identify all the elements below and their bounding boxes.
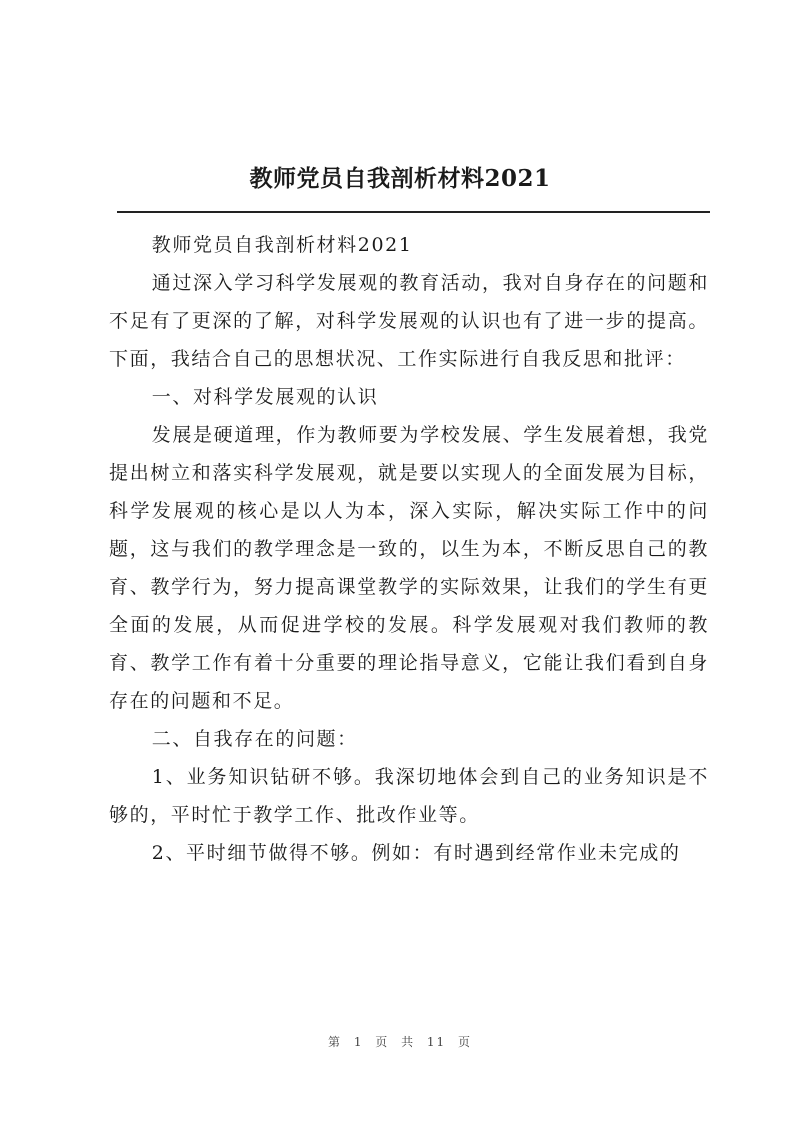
section-heading-2: 二、自我存在的问题： [151,728,358,750]
page-number-footer: 第 1 页 共 11 页 [328,1035,472,1049]
paragraph-item-1: 1、业务知识钻研不够。我深切地体会到自己的业务知识是不够的，平时忙于教学工作、批改作业等。 [109,766,709,826]
paragraph-section-1: 发展是硬道理，作为教师要为学校发展、学生发展着想，我党提出树立和落实科学发展观，就是要以实现人的全面发展为目标，科学发展观的核心是以人为本，深入实际，解决实际工作中的问题，这与我们的教学理念是一致的，以生为本，不断反思自己的教育、教学行为，努力提高课堂教学的实际效果，让我们的学生有更全面的发展，从而促进学校的发展。科学发展观对我们教师的教育、教学工作有着十分重要的理论指导意义，它能让我们看到自身存在的问题和不足。 [109,424,709,712]
section-heading-1: 一、对科学发展观的认识 [151,386,379,408]
document-body [109,226,709,872]
paragraph-intro: 通过深入学习科学发展观的教育活动，我对自身存在的问题和不足有了更深的了解，对科学发展观的认识也有了进一步的提高。下面，我结合自己的思想状况、工作实际进行自我反思和批评： [109,272,709,370]
title-divider [117,211,710,213]
document-title: 教师党员自我剖析材料2021 [249,165,551,192]
paragraph-subtitle: 教师党员自我剖析材料2021 [151,234,413,256]
paragraph-item-2: 2、平时细节做得不够。例如：有时遇到经常作业未完成的 [151,842,681,864]
